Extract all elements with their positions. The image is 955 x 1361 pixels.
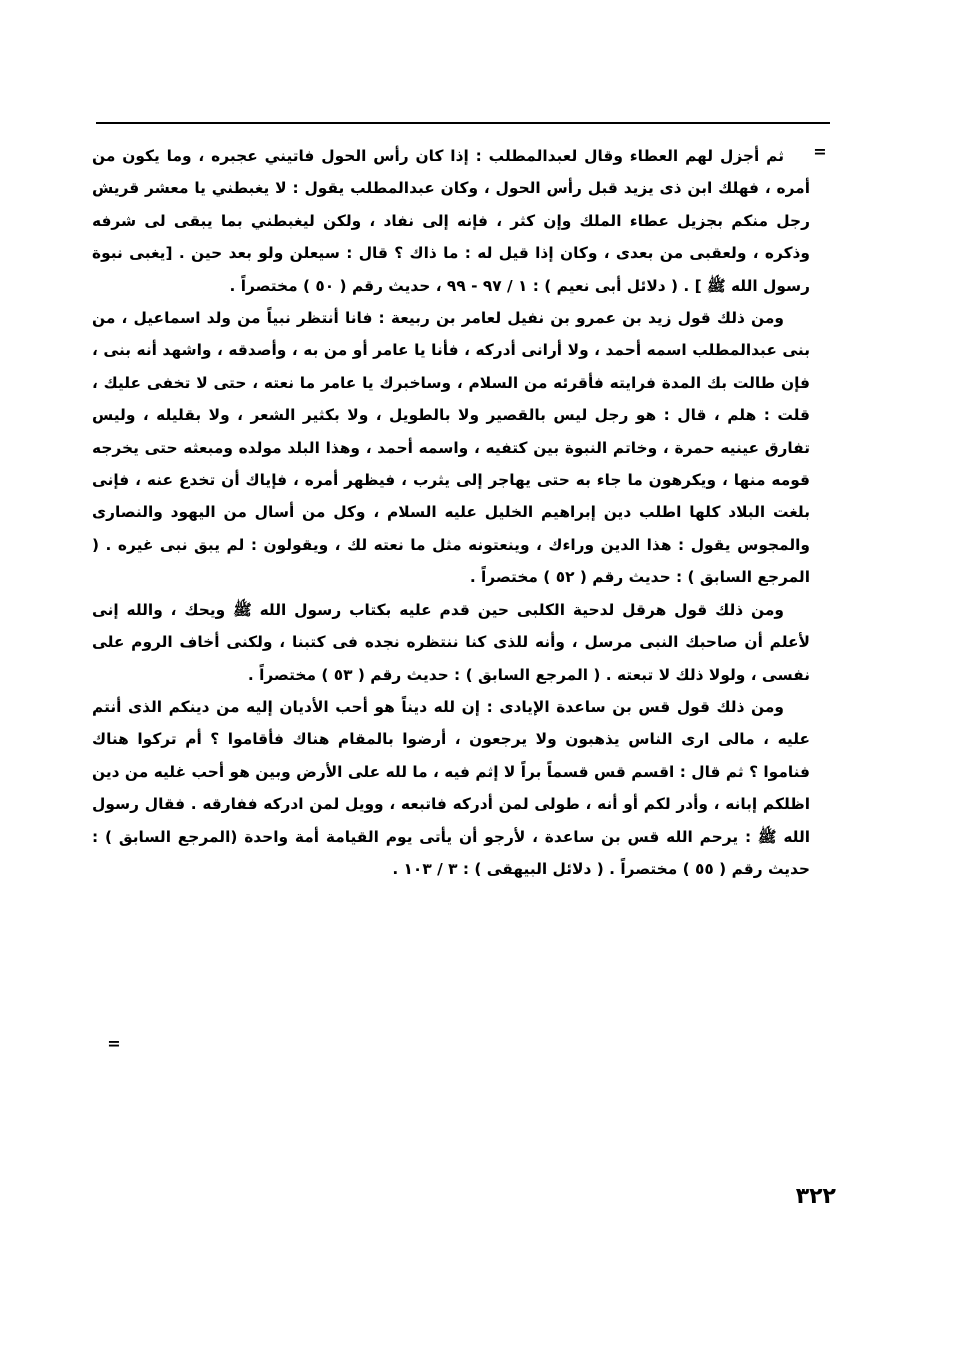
footnote-text-block (92, 140, 810, 885)
paragraph-3: ومن ذلك قول هرقل لدحية الكلبى حين قدم عليه بكتاب رسول الله ﷺ ويحك ، والله إنى لأعلم أن صاحبك النبى مرسل ، وأنه للذى كنا ننتظره نجده فى كتبنا ، ولكنى أخاف الروم على نفسى ، ولولا ذلك لا تبعته . ( المرجع السابق ) : حديث رقم ( ٥٣ ) مختصراً . (92, 600, 810, 684)
paragraph-1: ثم أجزل لهم العطاء وقال لعبدالمطلب : إذا كان رأس الحول فاتيني عجبره ، وما يكون من أمره ، فهلك ابن ذى يزيد قبل رأس الحول ، وكان عبدالمطلب يقول : لا يغبطني يا معشر قريش رجل منكم بجزيل عطاء الملك وإن كثر ، فإنه إلى نفاد ، ولكن ليغبطني بما يبقى لى شرفه وذكره ، ولعقبى من بعدى ، وكان إذا قيل له : ما ذاك ؟ قال : سيعلن ولو بعد حين . [يغبى نبوة رسول الله ﷺ ] . ( دلائل أبى نعيم ) : ١ / ٩٧ - ٩٩ ، حديث رقم ( ٥٠ ) مختصراً . (92, 147, 810, 295)
page-number: ٣٢٢ (795, 1184, 836, 1209)
paragraph-4: ومن ذلك قول قس بن ساعدة الإيادى : إن لله ديناً هو أحب الأديان إليه من دينكم الذى أنتم عليه ، مالى ارى الناس يذهبون ولا يرجعون ، أرضوا بالمقام هناك فأقاموا ؟ أم تركوا هناك فناموا ؟ ثم قال : اقسم قس قسماً براً لا إثم فيه ، ما لله على الأرض وبين هو أحب غليه من دين اظلكم إبانه ، وأدر لكم أو أنه ، طولى لمن أدركه فاتبعه ، وويل لمن ادركه ففارقه . فقال رسول الله ﷺ : يرحم الله قس بن ساعدة ، لأرجو أن يأتى يوم القيامة أمة واحدة (المرجع السابق ) : حديث رقم ( ٥٥ ) مختصراً . ( دلائل البيهقى ) : ٣ / ١٠٣ . (92, 697, 810, 878)
header-rule (96, 122, 830, 124)
paragraph-2: ومن ذلك قول زيد بن عمرو بن نفيل لعامر بن ربيعة : فانا أنتظر نبياً من ولد اسماعيل ، من بنى عبدالمطلب اسمه أحمد ، ولا أرانى أدركه ، فأنا يا عامر أو من به ، وأصدقه ، واشهد أنه بنى ، فإن طالت بك المدة فرايته فأقرئه من السلام ، وساخبرك يا عامر ما نعته ، حتى لا تخفى عليك ، قلت : هلم ، قال : هو رجل ليس بالقصير ولا بالطويل ، ولا بكثير الشعر ، ولا بقليله ، وليس تفارق عينيه حمرة ، وخاتم النبوة بين كتفيه ، واسمه أحمد ، وهذا البلد مولده ومبعثه حتى يخرجه قومه منها ، ويكرهون ما جاء به حتى يهاجر إلى يثرب ، فيظهر أمره ، فإياك أن تخدع عنه ، فإنى بلغت البلاد كلها اطلب دين إبراهيم الخليل عليه السلام ، وكل من أسال من اليهود والنصارى والمجوس يقول : هذا الدين وراءك ، وينعتونه مثل ما نعته لك ، ويقولون : لم يبق نبى غيره . ( المرجع السابق ) : حديث رقم ( ٥٢ ) مختصراً . (92, 309, 810, 587)
continuation-mark-bottom: = (107, 1034, 121, 1053)
continuation-mark-top: = (813, 142, 827, 161)
